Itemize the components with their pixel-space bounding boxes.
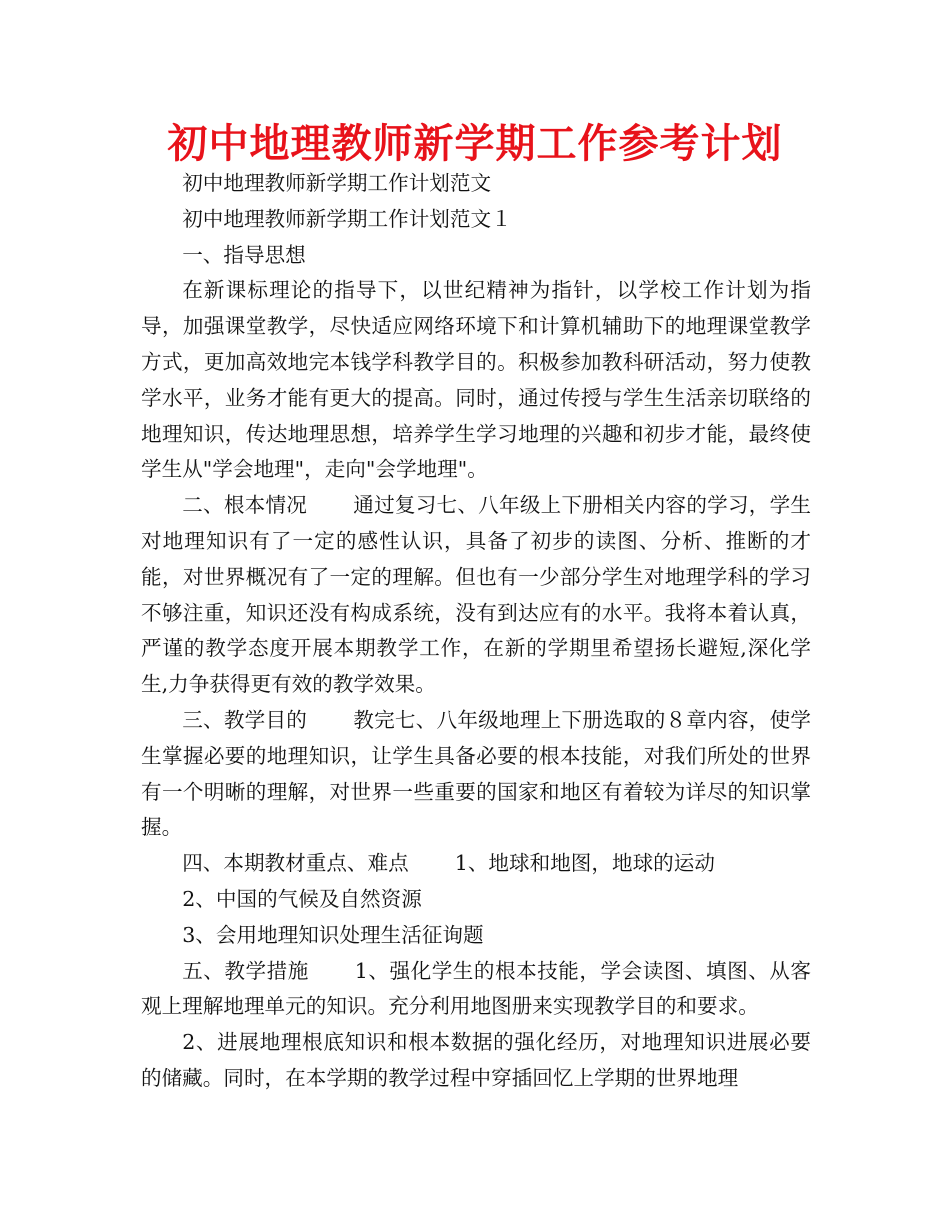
section-heading-key-points: 四、本期教材重点、难点 [182, 851, 409, 876]
paragraph-teaching-goals [141, 703, 811, 846]
measure-2: 2、进展地理根底知识和根本数据的强化经历，对地理知识进展必要的储藏。同时，在本学期的教学过程中穿插回忆上学期的世界地理 [141, 1030, 811, 1090]
paragraph-teaching-measures [141, 954, 811, 1026]
paragraph-basic-situation [141, 488, 811, 703]
section-heading-teaching-goals: 三、教学目的 [182, 707, 308, 732]
paragraph-subtitle-1: 初中地理教师新学期工作计划范文１ [182, 206, 512, 231]
section-heading-teaching-measures: 五、教学措施 [182, 958, 309, 983]
key-point-3: 3、会用地理知识处理生活征询题 [182, 922, 484, 947]
key-point-1: 1、地球和地图，地球的运动 [454, 851, 715, 876]
section-body-teaching-goals: 教完七、八年级地理上下册选取的８章内容，使学生掌握必要的地理知识，让学生具备必要的根本技能，对我们所处的世界有一个明晰的理解，对世界一些重要的国家和地区有着较为详尽的知识掌握。 [141, 707, 811, 840]
key-point-2: 2、中国的气候及自然资源 [182, 886, 422, 911]
section-heading-basic-situation: 二、根本情况 [182, 493, 308, 518]
section-heading-guiding-thought: 一、指导思想 [182, 242, 306, 267]
paragraph-key-points [141, 846, 811, 882]
document-title: 初中地理教师新学期工作参考计划 [167, 121, 783, 167]
paragraph-guiding-thought: 在新课标理论的指导下，以世纪精神为指针，以学校工作计划为指导，加强课堂教学，尽快适应网络环境下和计算机辅助下的地理课堂教学方式，更加高效地完本钱学科教学目的。积极参加教科研活动，努力使教学水平，业务才能有更大的提高。同时，通过传授与学生生活亲切联络的地理知识，传达地理思想，培养学生学习地理的兴趣和初步才能，最终使学生从"学会地理"，走向"会学地理"。 [141, 278, 811, 482]
paragraph-subtitle: 初中地理教师新学期工作计划范文 [182, 171, 492, 195]
document-body [141, 166, 811, 1097]
section-body-basic-situation: 通过复习七、八年级上下册相关内容的学习，学生对地理知识有了一定的感性认识，具备了初步的读图、分析、推断的才能，对世界概况有了一定的理解。但也有一少部分学生对地理学科的学习不够注重，知识还没有构成系统，没有到达应有的水平。我将本着认真，严谨的教学态度开展本期教学工作，在新的学期里希望扬长避短,深化学生,力争获得更有效的教学效果。 [141, 493, 811, 697]
measure-1: 1、强化学生的根本技能，学会读图、填图、从客观上理解地理单元的知识。充分利用地图册来实现教学目的和要求。 [141, 958, 811, 1019]
